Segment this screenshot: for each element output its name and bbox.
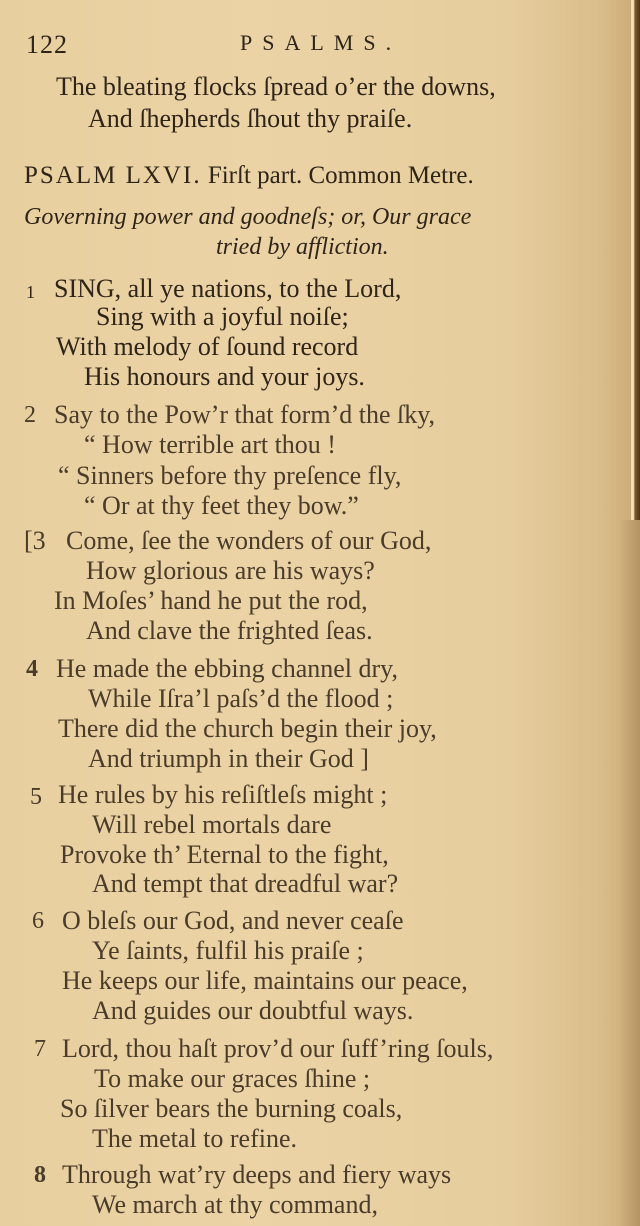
verse-line: Provoke th’ Eternal to the fight,	[60, 840, 389, 869]
verse-line: And guides our doubtful ways.	[92, 996, 414, 1025]
stanza-number: 4	[26, 656, 38, 682]
verse-line: Come, ſee the wonders of our God,	[66, 526, 432, 555]
stanza-number: 8	[34, 1162, 46, 1188]
verse-line: “ Or at thy feet they bow.”	[84, 491, 359, 520]
stanza-number: 1	[26, 282, 35, 302]
verse-line: In Moſes’ hand he put the rod,	[54, 586, 368, 615]
verse-line: There did the church begin their joy,	[58, 714, 437, 743]
verse-line: We march at thy command,	[92, 1190, 378, 1219]
verse-line: “ How terrible art thou !	[84, 430, 336, 459]
running-title: PSALMS.	[240, 30, 402, 55]
verse-line: Ye ſaints, fulfil his praiſe ;	[92, 936, 364, 965]
psalm-heading	[24, 162, 474, 190]
verse-line: O bleſs our God, and never ceaſe	[62, 906, 404, 935]
stanza-number: 5	[30, 784, 42, 810]
verse-line: SING, all ye nations, to the Lord,	[54, 274, 402, 303]
verse-line: He keeps our life, maintains our peace,	[62, 966, 468, 995]
verse-line: And clave the frighted ſeas.	[86, 616, 373, 645]
verse-line: The bleating flocks ſpread o’er the downs,	[56, 72, 496, 101]
verse-line: Say to the Pow’r that form’d the ſky,	[54, 400, 436, 429]
verse-line: While Iſra’l paſs’d the flood ;	[88, 684, 394, 713]
psalm-subtitle: Governing power and goodneſs; or, Our grace	[24, 204, 472, 230]
psalm-part: Firſt part. Common Metre.	[207, 162, 474, 189]
verse-line: Through wat’ry deeps and fiery ways	[62, 1160, 452, 1189]
stanza-number: 2	[24, 402, 36, 428]
verse-line: He made the ebbing channel dry,	[56, 654, 398, 683]
psalm-subtitle-cont: tried by affliction.	[216, 234, 389, 260]
page-edge	[631, 0, 640, 520]
verse-line: And ſhepherds ſhout thy praiſe.	[88, 104, 413, 133]
verse-line: Will rebel mortals dare	[92, 810, 332, 839]
stanza-number: 7	[34, 1036, 46, 1062]
verse-line: So ſilver bears the burning coals,	[60, 1094, 403, 1123]
gutter-shadow	[618, 520, 640, 1226]
verse-line: How glorious are his ways?	[86, 556, 375, 585]
verse-line: With melody of ſound record	[56, 332, 359, 361]
running-head	[26, 30, 606, 60]
verse-line: Lord, thou haſt prov’d our ſuff’ring ſouls,	[62, 1034, 494, 1063]
verse-line: The metal to refine.	[92, 1124, 298, 1153]
verse-line: His honours and your joys.	[84, 362, 365, 391]
stanza-number: 6	[32, 908, 44, 934]
psalm-number: PSALM LXVI.	[24, 162, 202, 189]
verse-line: And triumph in their God ]	[88, 744, 369, 773]
verse-line: Sing with a joyful noiſe;	[96, 302, 349, 331]
verse-line: “ Sinners before thy preſence fly,	[58, 461, 402, 490]
verse-line: He rules by his reſiſtleſs might ;	[58, 780, 388, 809]
page-number: 122	[26, 30, 68, 59]
verse-line: And tempt that dreadful war?	[92, 869, 399, 898]
verse-line: To make our graces ſhine ;	[94, 1064, 371, 1093]
stanza-number: [3	[24, 526, 46, 555]
